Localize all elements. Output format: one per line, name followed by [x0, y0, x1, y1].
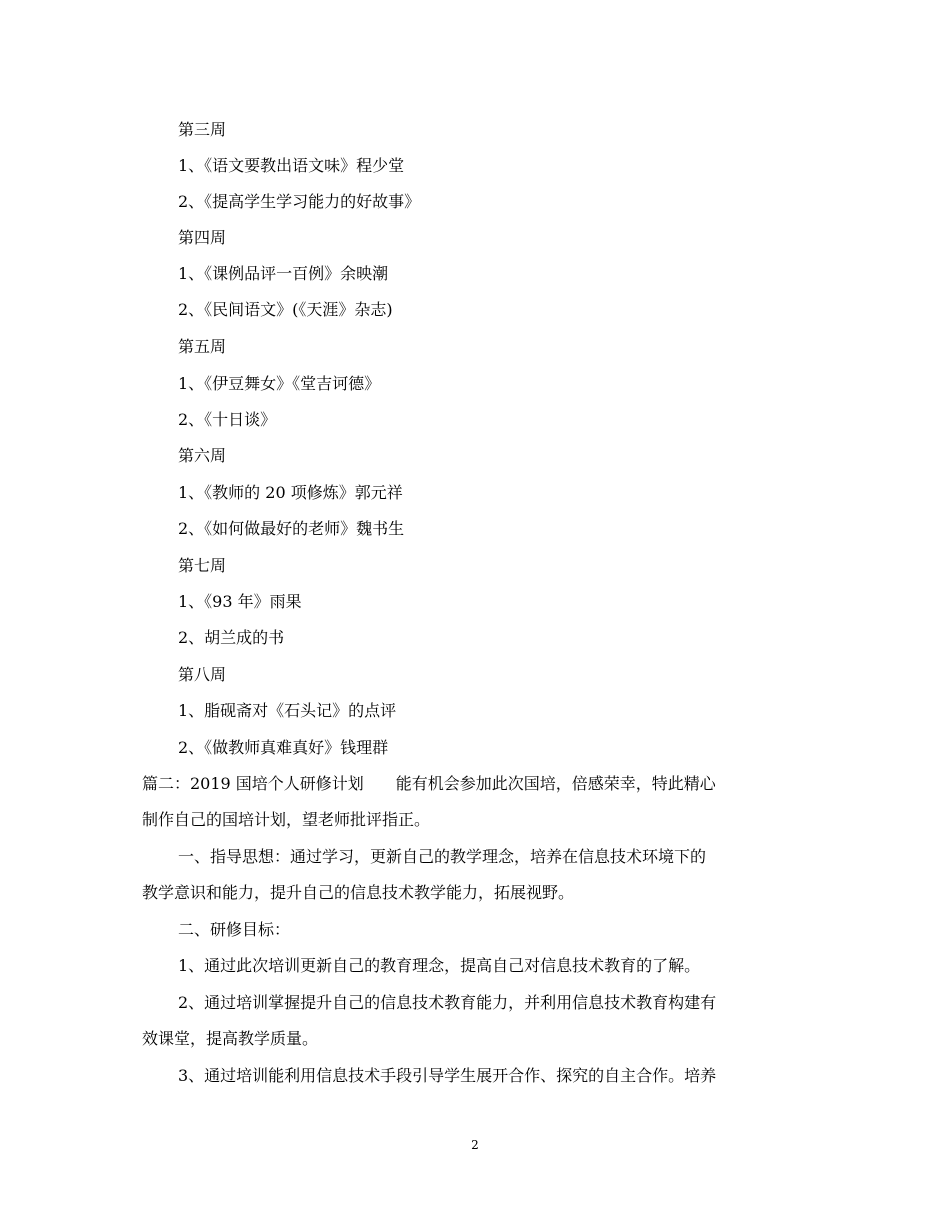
page-number: 2 — [471, 1138, 479, 1152]
reading-item: 1、《教师的 20 项修炼》郭元祥 — [178, 483, 403, 502]
plan-intro-line: 制作自己的国培计划，望老师批评指正。 — [142, 810, 431, 829]
reading-item: 2、胡兰成的书 — [178, 628, 285, 647]
goal-item: 1、通过此次培训更新自己的教育理念，提高自己对信息技术教育的了解。 — [178, 956, 701, 975]
reading-item: 1、《93 年》雨果 — [178, 592, 302, 611]
week-heading: 第五周 — [178, 337, 227, 356]
week-heading: 第八周 — [178, 665, 227, 684]
plan-intro-line: 篇二：2019 国培个人研修计划 能有机会参加此次国培，倍感荣幸，特此精心 — [142, 774, 716, 793]
guiding-ideology-line: 一、指导思想：通过学习，更新自己的教学理念，培养在信息技术环境下的 — [178, 847, 707, 866]
reading-item: 2、《如何做最好的老师》魏书生 — [178, 519, 405, 538]
goal-item-continuation: 效课堂，提高教学质量。 — [142, 1029, 319, 1048]
week-heading: 第三周 — [178, 120, 227, 139]
goals-heading: 二、研修目标： — [178, 920, 291, 939]
reading-item: 1、《课例品评一百例》余映潮 — [178, 264, 389, 283]
reading-item: 2、《十日谈》 — [178, 410, 277, 429]
reading-item: 2、《做教师真难真好》钱理群 — [178, 738, 389, 757]
week-heading: 第七周 — [178, 556, 227, 575]
week-heading: 第六周 — [178, 446, 227, 465]
week-heading: 第四周 — [178, 228, 227, 247]
reading-item: 2、《提高学生学习能力的好故事》 — [178, 192, 421, 211]
reading-item: 1、《伊豆舞女》《堂吉诃德》 — [178, 374, 381, 393]
goal-item: 2、通过培训掌握提升自己的信息技术教育能力，并利用信息技术教育构建有 — [178, 993, 717, 1012]
reading-item: 1、脂砚斋对《石头记》的点评 — [178, 701, 397, 720]
guiding-ideology-line: 教学意识和能力，提升自己的信息技术教学能力，拓展视野。 — [142, 883, 575, 902]
reading-item: 2、《民间语文》(《天涯》杂志) — [178, 300, 393, 319]
goal-item: 3、通过培训能利用信息技术手段引导学生展开合作、探究的自主合作。培养 — [178, 1066, 717, 1085]
reading-item: 1、《语文要教出语文味》程少堂 — [178, 156, 405, 175]
